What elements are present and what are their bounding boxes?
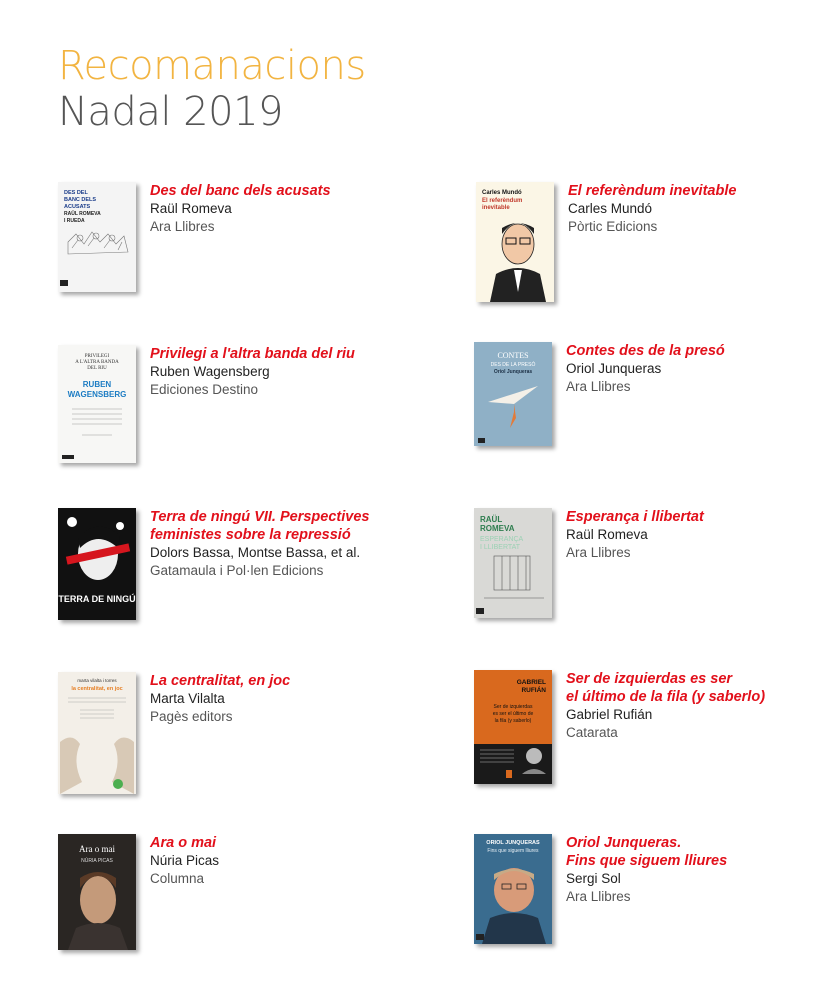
book-publisher: Gatamaula i Pol·len Edicions — [150, 563, 324, 578]
book-author: Ruben Wagensberg — [150, 364, 270, 379]
cover-text: Fins que siguem lliures — [487, 848, 539, 854]
cover-text: ACUSATS — [64, 204, 91, 210]
book-cover[interactable] — [474, 670, 552, 784]
book-cover[interactable] — [58, 672, 136, 794]
book-item[interactable] — [58, 508, 410, 620]
book-author: Raül Romeva — [150, 201, 232, 216]
book-title-line[interactable]: feministes sobre la repressió — [150, 527, 351, 543]
book-publisher: Ediciones Destino — [150, 382, 259, 397]
cover-text: GABRIEL — [516, 679, 546, 686]
book-cover[interactable] — [58, 182, 136, 292]
book-author: Marta Vilalta — [150, 691, 225, 706]
cover-text: Oriol Junqueras — [493, 369, 533, 375]
cover-text: WAGENSBERG — [67, 390, 127, 399]
cover-text: El referèndum — [482, 198, 523, 204]
book-title[interactable]: Terra de ningú VII. Perspectives — [150, 509, 370, 525]
cover-text: la centralitat, en joc — [71, 686, 123, 692]
book-title[interactable]: La centralitat, en joc — [150, 673, 291, 689]
cover-text: PRIVILEGI — [84, 354, 110, 359]
book-cover[interactable] — [474, 834, 552, 944]
book-author: Carles Mundó — [568, 201, 653, 216]
book-title[interactable]: Privilegi a l'altra banda del riu — [150, 346, 355, 362]
book-publisher: Pòrtic Edicions — [568, 219, 658, 234]
book-title[interactable]: Oriol Junqueras. — [566, 835, 682, 851]
book-title[interactable]: Esperança i llibertat — [566, 509, 704, 525]
book-item[interactable] — [58, 834, 400, 950]
book-cover[interactable] — [58, 508, 136, 620]
cover-text: inevitable — [482, 205, 510, 211]
book-cover[interactable] — [474, 342, 552, 446]
book-publisher: Pagès editors — [150, 709, 233, 724]
cover-text: marta vilalta i torres — [77, 678, 117, 683]
book-title[interactable]: Des del banc dels acusats — [150, 183, 331, 199]
cover-text: Ara o mai — [79, 844, 115, 854]
cover-text: la fila (y saberlo) — [494, 718, 532, 724]
cover-text: NÚRIA PICAS — [81, 858, 113, 864]
book-author: Oriol Junqueras — [566, 361, 662, 376]
book-author: Dolors Bassa, Montse Bassa, et al. — [150, 545, 361, 560]
book-publisher: Ara Llibres — [566, 545, 631, 560]
book-title-line[interactable]: el último de la fila (y saberlo) — [566, 689, 766, 705]
cover-text: Carles Mundó — [482, 190, 522, 196]
book-author: Raül Romeva — [566, 527, 648, 542]
cover-text: RAÜL — [480, 515, 503, 524]
header-subtitle: Nadal 2019 — [58, 89, 283, 135]
book-item[interactable] — [474, 508, 816, 618]
book-publisher: Ara Llibres — [566, 379, 631, 394]
book-publisher: Catarata — [566, 725, 618, 740]
cover-text: I LLIBERTAT — [480, 544, 521, 551]
cover-text: DES DEL — [64, 190, 88, 196]
book-cover[interactable] — [474, 508, 552, 618]
book-item[interactable] — [58, 182, 400, 292]
cover-text: ESPERANÇA — [480, 536, 524, 543]
cover-text: ROMEVA — [480, 524, 515, 533]
book-title[interactable]: Ser de izquierdas es ser — [566, 671, 733, 687]
cover-text: ORIOL JUNQUERAS — [486, 840, 540, 846]
book-item[interactable] — [58, 672, 400, 794]
book-cover[interactable] — [58, 345, 136, 463]
cover-text: RUBEN — [82, 380, 112, 389]
header-title: Recomanacions — [58, 43, 366, 89]
book-item[interactable] — [476, 182, 818, 302]
book-author: Núria Picas — [150, 853, 220, 868]
cover-text: es ser el último de — [492, 711, 534, 717]
cover-text: RUFIÁN — [521, 687, 546, 694]
book-item[interactable] — [58, 345, 400, 463]
book-title[interactable]: Contes des de la presó — [566, 343, 725, 359]
book-item[interactable] — [474, 834, 816, 944]
book-title-line[interactable]: Fins que siguem lliures — [566, 853, 728, 869]
cover-text: I RUEDA — [64, 218, 85, 224]
cover-text: BANC DELS — [64, 197, 97, 203]
cover-text: RAÜL ROMEVA — [64, 211, 101, 217]
cover-text: Ser de izquierdas — [493, 704, 533, 710]
book-cover[interactable] — [58, 834, 136, 950]
cover-text: CONTES — [497, 351, 529, 360]
cover-text: DEL RIU — [87, 366, 107, 371]
book-author: Gabriel Rufián — [566, 707, 653, 722]
ara-llibres-logo-icon — [60, 280, 68, 286]
cover-text: TERRA DE NINGÚ — [58, 594, 136, 604]
book-title[interactable]: Ara o mai — [150, 835, 217, 851]
book-title[interactable]: El referèndum inevitable — [568, 183, 737, 199]
book-publisher: Ara Llibres — [150, 219, 215, 234]
book-publisher: Columna — [150, 871, 205, 886]
book-item[interactable] — [474, 670, 816, 784]
book-item[interactable] — [474, 342, 816, 446]
book-publisher: Ara Llibres — [566, 889, 631, 904]
cover-text: A L'ALTRA BANDA — [75, 360, 119, 365]
cover-text: DES DE LA PRESÓ — [490, 362, 536, 368]
book-author: Sergi Sol — [566, 871, 621, 886]
book-cover[interactable] — [476, 182, 554, 302]
